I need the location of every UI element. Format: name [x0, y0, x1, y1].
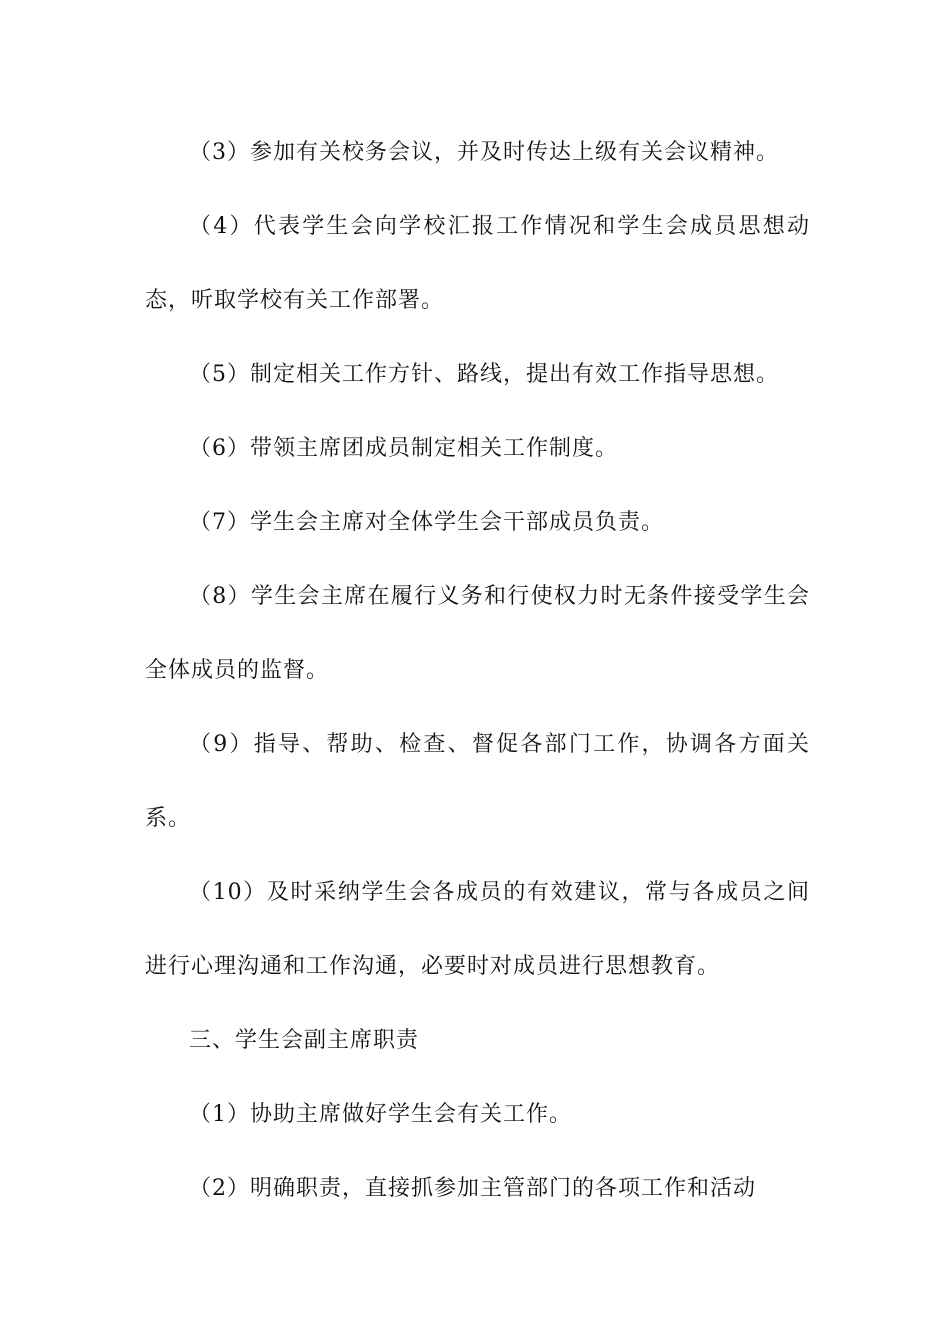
paragraph-duty-8: （8）学生会主席在履行义务和行使权力时无条件接受学生会全体成员的监督。	[145, 584, 810, 683]
paragraph-duty-9: （9）指导、帮助、检查、督促各部门工作，协调各方面关系。	[145, 732, 810, 831]
section-heading-vice-chair: 三、学生会副主席职责	[189, 1028, 420, 1053]
document-body	[145, 116, 810, 1226]
paragraph-duty-4: （4）代表学生会向学校汇报工作情况和学生会成员思想动态，听取学校有关工作部署。	[145, 214, 810, 313]
paragraph-duty-7: （7）学生会主席对全体学生会干部成员负责。	[189, 510, 664, 535]
paragraph-duty-5: （5）制定相关工作方针、路线，提出有效工作指导思想。	[189, 362, 779, 387]
paragraph-duty-10: （10）及时采纳学生会各成员的有效建议，常与各成员之间进行心理沟通和工作沟通，必要时对成员进行思想教育。	[145, 880, 810, 979]
paragraph-duty-6: （6）带领主席团成员制定相关工作制度。	[189, 436, 618, 461]
paragraph-vice-duty-1: （1）协助主席做好学生会有关工作。	[189, 1102, 572, 1127]
paragraph-vice-duty-2: （2）明确职责，直接抓参加主管部门的各项工作和活动	[189, 1176, 756, 1201]
paragraph-duty-3: （3）参加有关校务会议，并及时传达上级有关会议精神。	[189, 140, 779, 165]
